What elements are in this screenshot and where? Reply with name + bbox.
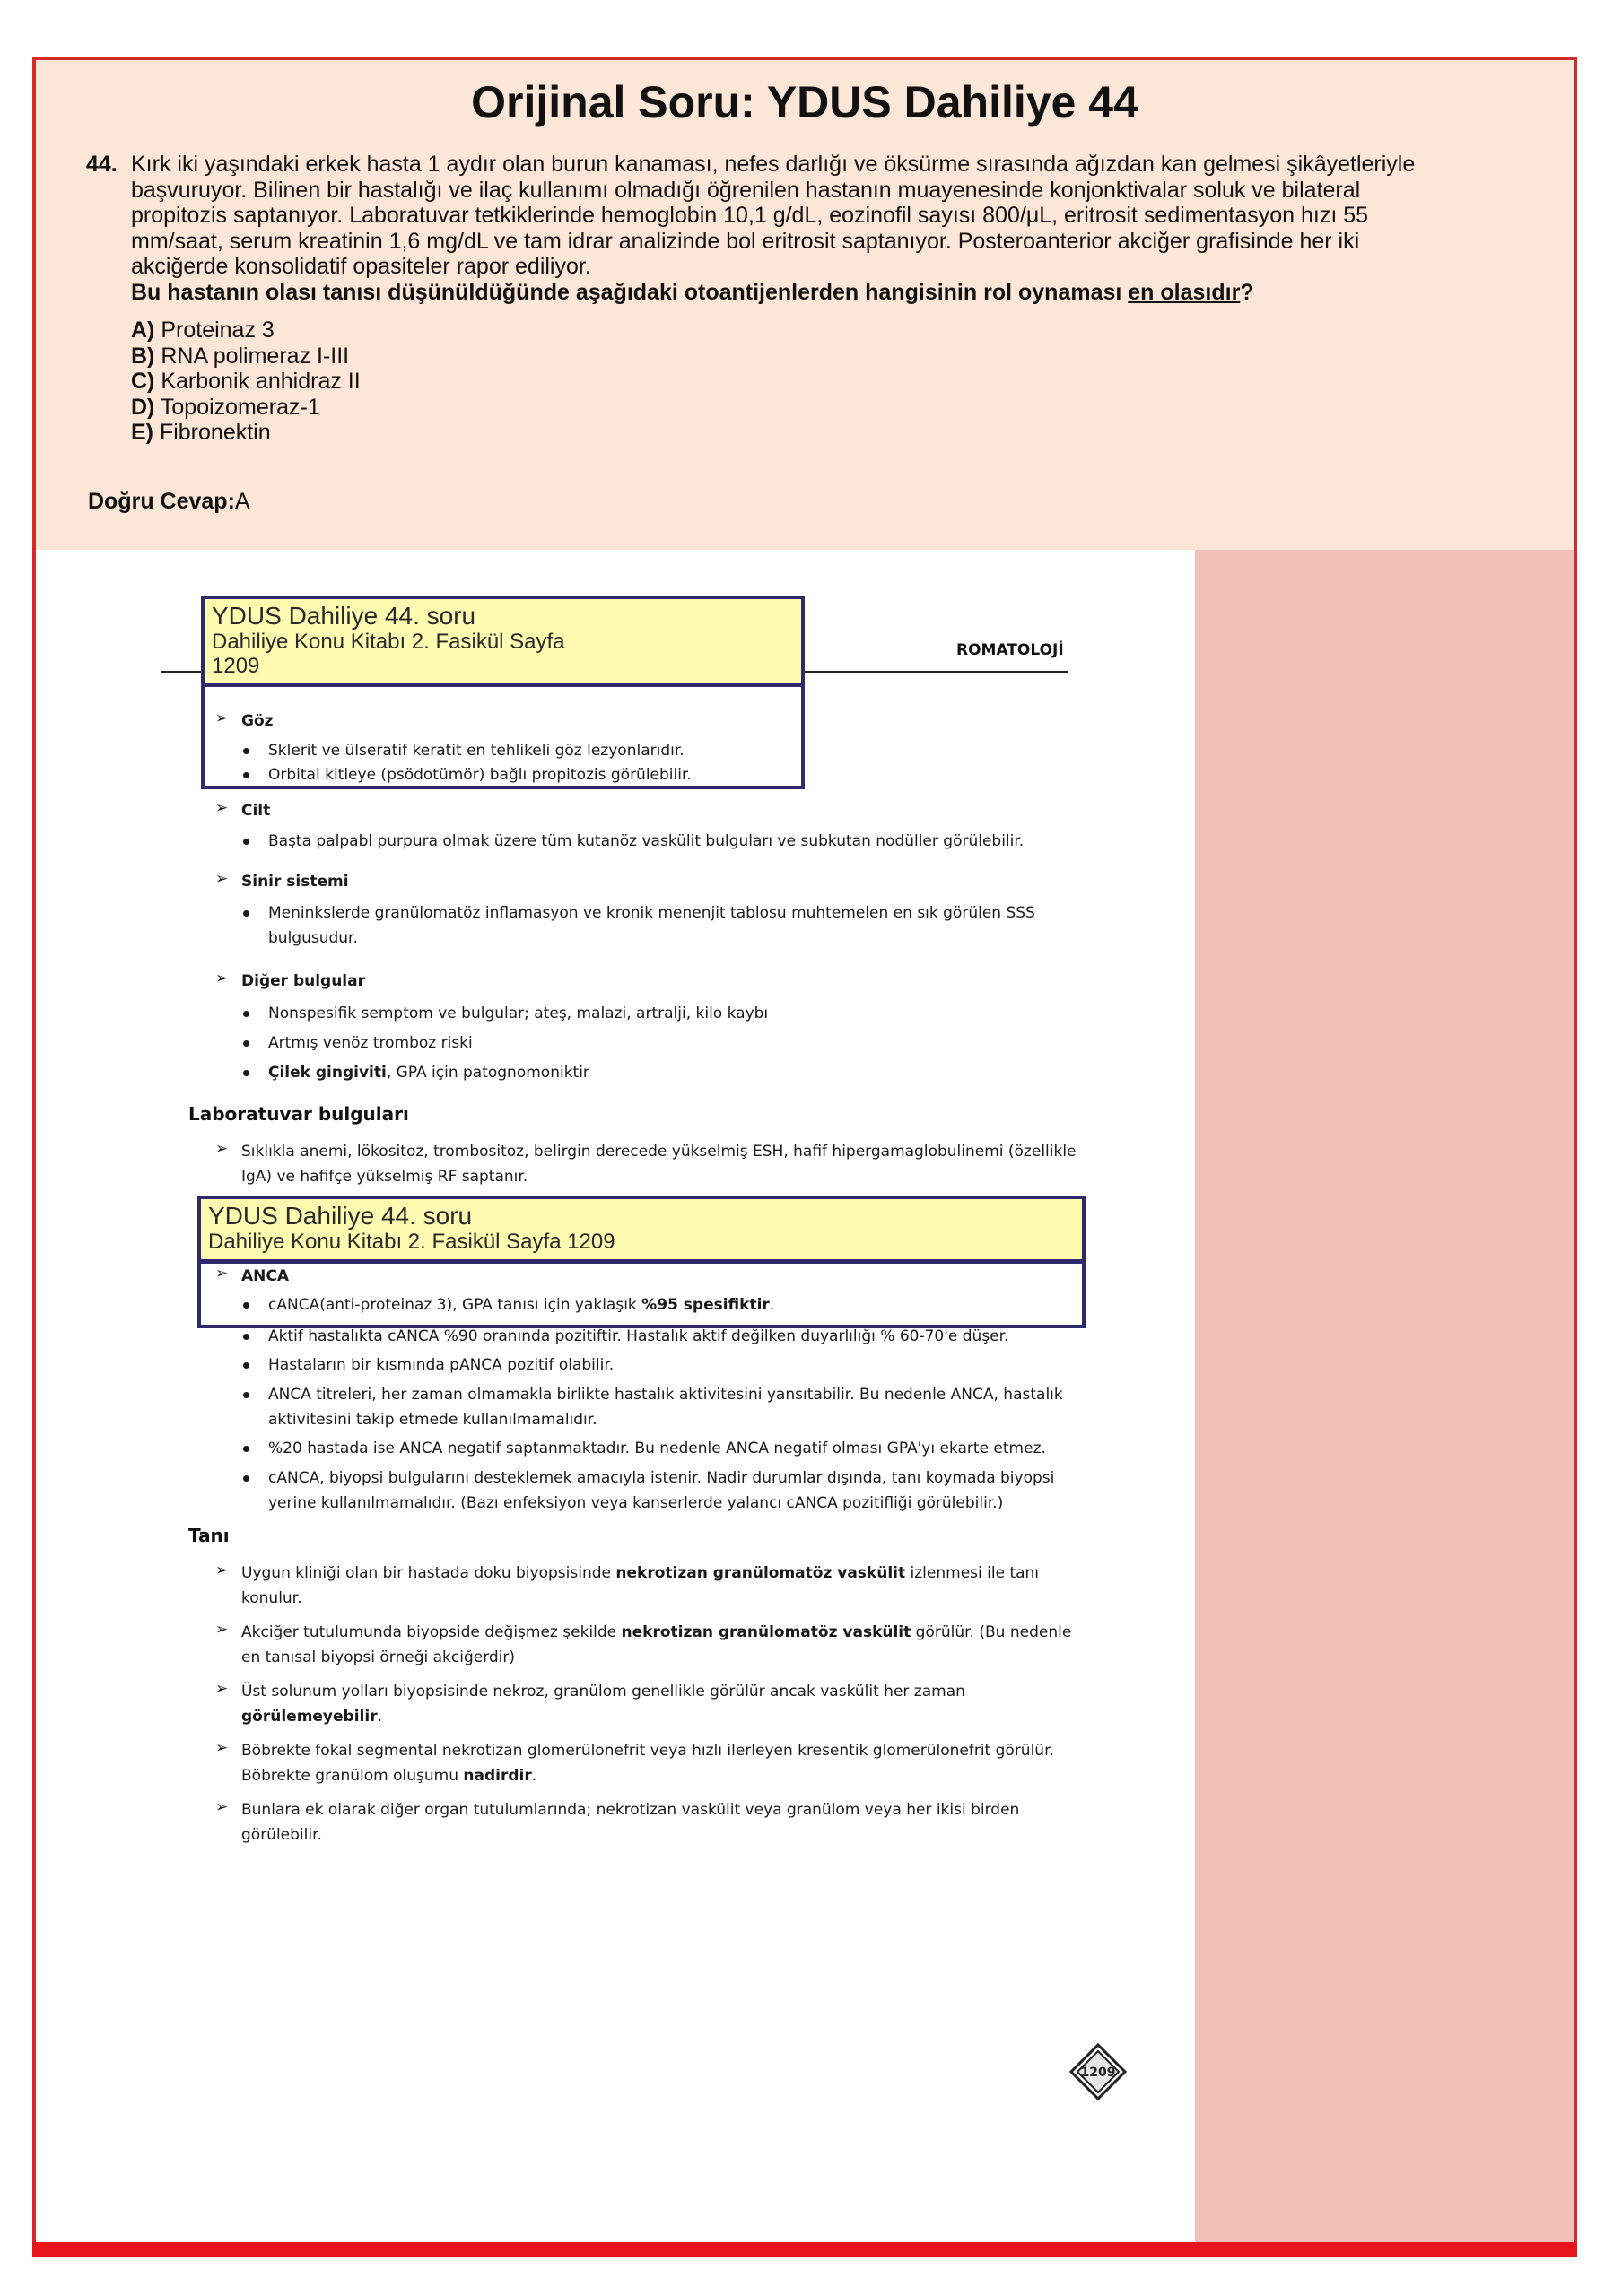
answer-options	[131, 317, 1498, 446]
text-post: izlenmesi ile tanı	[905, 1564, 1040, 1582]
option-text: Proteinaz 3	[161, 317, 275, 343]
callout-source: Dahiliye Konu Kitabı 2. Fasikül Sayfa	[212, 630, 565, 654]
text-line: konulur.	[241, 1589, 302, 1607]
stem-line: mm/saat, serum kreatinin 1,6 mg/dL ve tam idrar analizinde bol eritrosit saptanıyor. Posteroanterior akciğer grafisinde her iki	[131, 228, 1360, 254]
callout-title: YDUS Dahiliye 44. soru	[208, 1202, 473, 1230]
question-ask	[131, 280, 1498, 306]
text-pre: Uygun kliniği olan bir hastada doku biyopsisinde	[241, 1564, 616, 1582]
subhead-anca: ANCA	[241, 1267, 290, 1285]
question-panel	[36, 60, 1574, 550]
arrow-icon: ➢	[215, 709, 229, 726]
option-c[interactable]	[131, 369, 1498, 395]
arrow-icon: ➢	[215, 799, 229, 816]
arrow-icon: ➢	[215, 1140, 229, 1157]
text-line	[241, 1764, 536, 1787]
ask-mark: ?	[1240, 279, 1254, 305]
stem-line: Kırk iki yaşındaki erkek hasta 1 aydır olan burun kanaması, nefes darlığı ve öksürme sırasında ağızdan kan gelmesi şikâyetleriyle	[131, 152, 1416, 177]
bottom-bar	[32, 2242, 1577, 2257]
option-b[interactable]	[131, 344, 1498, 370]
section-lab: Laboratuvar bulguları	[188, 1103, 409, 1125]
bullet-icon	[243, 1446, 249, 1452]
option-a[interactable]	[131, 317, 1498, 344]
subhead-diger: Diğer bulgular	[241, 972, 365, 990]
text-line: Artmış venöz tromboz riski	[268, 1034, 473, 1052]
text-pre: cANCA(anti-proteinaz 3), GPA tanısı için yaklaşık	[268, 1296, 642, 1314]
bullet-icon	[243, 1011, 249, 1017]
text-line: Başta palpabl purpura olmak üzere tüm kutanöz vaskülit bulguları ve subkutan nodüller görülebilir.	[268, 832, 1025, 850]
callout-title: YDUS Dahiliye 44. soru	[212, 602, 476, 630]
bullet-icon	[243, 839, 249, 845]
side-panel	[1195, 550, 1574, 2242]
section-tani: Tanı	[188, 1525, 230, 1546]
correct-answer	[88, 489, 250, 515]
bold-term: Çilek gingiviti	[268, 1064, 387, 1082]
text-line	[241, 1705, 382, 1728]
text-line: Bunlara ek olarak diğer organ tutulumlarında; nekrotizan vaskülit veya granülom veya her ikisi birden	[241, 1801, 1020, 1819]
bullet-icon	[243, 1334, 249, 1340]
answer-label: Doğru Cevap:	[88, 489, 235, 514]
section-tag: ROMATOLOJİ	[956, 641, 1064, 659]
arrow-icon: ➢	[215, 1680, 229, 1697]
text-line	[268, 1061, 589, 1084]
text-line: Meninkslerde granülomatöz inflamasyon ve kronik menenjit tablosu muhtemelen en sık görülen SSS	[268, 904, 1035, 922]
text-line	[241, 1621, 1071, 1644]
question-stem	[131, 152, 1498, 280]
answer-value: A	[234, 489, 250, 514]
question-body	[86, 152, 1498, 446]
text-line: Böbrekte fokal segmental nekrotizan glomerülonefrit veya hızlı ilerleyen kresentik glomerülonefrit görülür.	[241, 1742, 1054, 1760]
page-number: 1209	[1080, 2066, 1116, 2080]
text-line: aktivitesini takip etmede kullanılmamalıdır.	[268, 1411, 597, 1429]
arrow-icon: ➢	[215, 1739, 229, 1756]
question-title: Orijinal Soru: YDUS Dahiliye 44	[471, 77, 1138, 127]
ask-text: Bu hastanın olası tanısı düşünüldüğünde aşağıdaki otoantijenlerden hangisinin rol oynaması	[131, 279, 1129, 305]
question-number: 44.	[86, 152, 118, 177]
option-letter: D)	[131, 394, 155, 420]
stem-line: propitozis saptanıyor. Laboratuvar tetkiklerinde hemoglobin 10,1 g/dL, eozinofil sayısı 800/μL, eritrosit sedimentasyon hızı 55	[131, 203, 1369, 228]
subhead-goz: Göz	[241, 712, 274, 730]
text-line: görülebilir.	[241, 1826, 322, 1844]
bullet-icon	[243, 1362, 249, 1369]
text-post: .	[769, 1296, 775, 1314]
callout-reference-1	[201, 596, 805, 686]
page-number-badge	[1069, 2043, 1127, 2100]
header-rule-right	[803, 671, 1068, 673]
text-line: IgA) ve hafifçe yükselmiş RF saptanır.	[241, 1168, 528, 1186]
text-line: Sklerit ve ülseratif keratit en tehlikeli göz lezyonlarıdır.	[268, 742, 685, 760]
callout-source: Dahiliye Konu Kitabı 2. Fasikül Sayfa 1209	[208, 1230, 615, 1254]
text-line: Nonspesifik semptom ve bulgular; ateş, malazi, artralji, kilo kaybı	[268, 1004, 769, 1022]
arrow-icon: ➢	[215, 870, 229, 887]
subhead-cilt: Cilt	[241, 802, 271, 820]
bullet-icon	[243, 772, 249, 778]
subhead-sinir: Sinir sistemi	[241, 873, 349, 891]
text-line	[241, 1561, 1039, 1585]
arrow-icon: ➢	[215, 1561, 229, 1578]
bold-term: nekrotizan granülomatöz vaskülit	[615, 1564, 906, 1582]
bold-term: nekrotizan granülomatöz vaskülit	[621, 1623, 911, 1641]
bold-term: %95 spesifiktir	[641, 1296, 770, 1314]
text-line: %20 hastada ise ANCA negatif saptanmaktadır. Bu nedenle ANCA negatif olması GPA'yı ekarte etmez.	[268, 1439, 1046, 1457]
header-rule-left	[161, 671, 203, 673]
text-post: .	[531, 1767, 537, 1785]
arrow-icon: ➢	[215, 970, 229, 987]
arrow-icon: ➢	[215, 1798, 229, 1815]
bullet-icon	[243, 1392, 249, 1398]
option-text: Karbonik anhidraz II	[161, 369, 361, 394]
text-line: cANCA, biyopsi bulgularını desteklemek amacıyla istenir. Nadir durumlar dışında, tanı koymada biyopsi	[268, 1469, 1055, 1487]
text-line: Aktif hastalıkta cANCA %90 oranında pozitiftir. Hastalık aktif değilken duyarlılığı % 60-70'e düşer.	[268, 1327, 1009, 1345]
text-pre: Akciğer tutulumunda biyopside değişmez şekilde	[241, 1623, 622, 1641]
text-line: bulgusudur.	[268, 929, 358, 947]
option-text: RNA polimeraz I-III	[161, 343, 350, 369]
stem-line: akciğerde konsolidatif opasiteler rapor ediliyor.	[131, 254, 591, 279]
callout-reference-2	[197, 1196, 1086, 1263]
callout-highlight-2	[197, 1260, 1086, 1328]
bold-term: nadirdir	[463, 1767, 532, 1785]
stem-line: başvuruyor. Bilinen bir hastalığı ve ilaç kullanımı olmadığı öğrenilen hastanın muayenesinde konjonktivalar soluk ve bilateral	[131, 177, 1361, 203]
callout-page: 1209	[212, 654, 260, 678]
option-d[interactable]	[131, 395, 1498, 421]
option-letter: C)	[131, 369, 155, 394]
bullet-icon	[243, 1475, 249, 1482]
option-letter: E)	[131, 420, 153, 445]
option-letter: B)	[131, 343, 155, 369]
text-line: ANCA titreleri, her zaman olmamakla birlikte hastalık aktivitesini yansıtabilir. Bu nedenle ANCA, hastalık	[268, 1386, 1063, 1404]
text-post: .	[377, 1708, 382, 1726]
option-text: Topoizomeraz-1	[160, 394, 320, 420]
bullet-icon	[243, 910, 249, 917]
bold-term: görülemeyebilir	[241, 1708, 378, 1726]
text-line: yerine kullanılmamalıdır. (Bazı enfeksiyon veya kanserlerde yalancı cANCA pozitifliği görülebilir.)	[268, 1494, 1004, 1512]
bullet-icon	[243, 1040, 249, 1047]
text-line: en tanısal biyopsi örneği akciğerdir)	[241, 1648, 516, 1666]
text-line: Orbital kitleye (psödotümör) bağlı propitozis görülebilir.	[268, 766, 692, 784]
text-post: görülür. (Bu nedenle	[911, 1623, 1072, 1641]
text-line: Hastaların bir kısmında pANCA pozitif olabilir.	[268, 1356, 615, 1374]
text-rest: , GPA için patognomoniktir	[386, 1064, 589, 1082]
ask-emphasis: en olasıdır	[1128, 279, 1241, 305]
text-line: Üst solunum yolları biyopsisinde nekroz, granülom genellikle görülür ancak vaskülit her zaman	[241, 1683, 965, 1700]
bullet-icon	[243, 1070, 249, 1076]
option-text: Fibronektin	[159, 420, 271, 445]
option-letter: A)	[131, 317, 155, 343]
arrow-icon: ➢	[215, 1621, 229, 1638]
bullet-icon	[243, 748, 249, 754]
option-e[interactable]	[131, 420, 1498, 446]
arrow-icon: ➢	[215, 1265, 229, 1282]
text-pre: Böbrekte granülom oluşumu	[241, 1767, 464, 1785]
text-line: Sıklıkla anemi, lökositoz, trombositoz, belirgin derecede yükselmiş ESH, hafif hipergamaglobulinemi (özellikle	[241, 1143, 1077, 1161]
